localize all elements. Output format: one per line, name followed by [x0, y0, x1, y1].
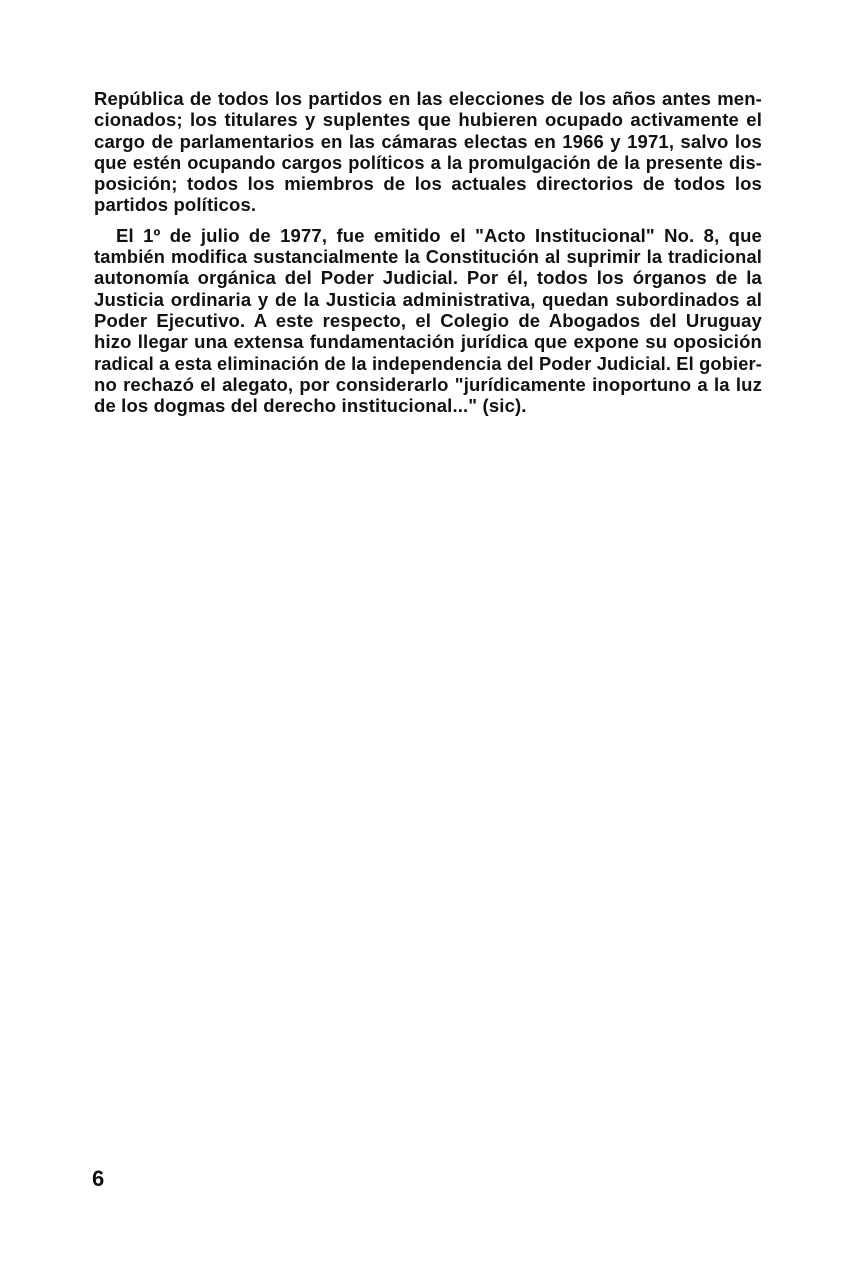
text-line: posición; todos los miembros de los actuales directorios de todos los [94, 173, 762, 195]
text-line: no rechazó el alegato, por considerarlo "jurídicamente inoportuno a la luz [94, 373, 762, 395]
text-line: que estén ocupando cargos políticos a la promulgación de la presente dis- [94, 151, 762, 173]
text-line: autonomía orgánica del Poder Judicial. Por él, todos los órganos de la [94, 267, 762, 289]
text-line: El 1º de julio de 1977, fue emitido el "Acto Institucional" No. 8, que [116, 224, 762, 246]
text-line: radical a esta eliminación de la independencia del Poder Judicial. El gobier- [94, 352, 762, 374]
text-line: de los dogmas del derecho institucional..." (sic). [94, 395, 527, 417]
text-line: República de todos los partidos en las elecciones de los años antes men- [94, 88, 762, 109]
text-line: partidos políticos. [94, 194, 257, 216]
text-line: cionados; los titulares y suplentes que hubieren ocupado activamente el [94, 109, 762, 131]
text-line: Justicia ordinaria y de la Justicia administrativa, quedan subordinados al [94, 288, 762, 310]
page-number: 6 [92, 1166, 105, 1191]
text-line: hizo llegar una extensa fundamentación jurídica que expone su oposición [94, 331, 762, 353]
text-line: cargo de parlamentarios en las cámaras electas en 1966 y 1971, salvo los [94, 130, 762, 152]
paragraph-2 [94, 225, 762, 417]
text-line: también modifica sustancialmente la Constitución al suprimir la tradicional [94, 246, 762, 268]
paragraph-1 [94, 88, 762, 216]
text-line: Poder Ejecutivo. A este respecto, el Colegio de Abogados del Uruguay [94, 309, 762, 331]
body-text [94, 88, 762, 416]
